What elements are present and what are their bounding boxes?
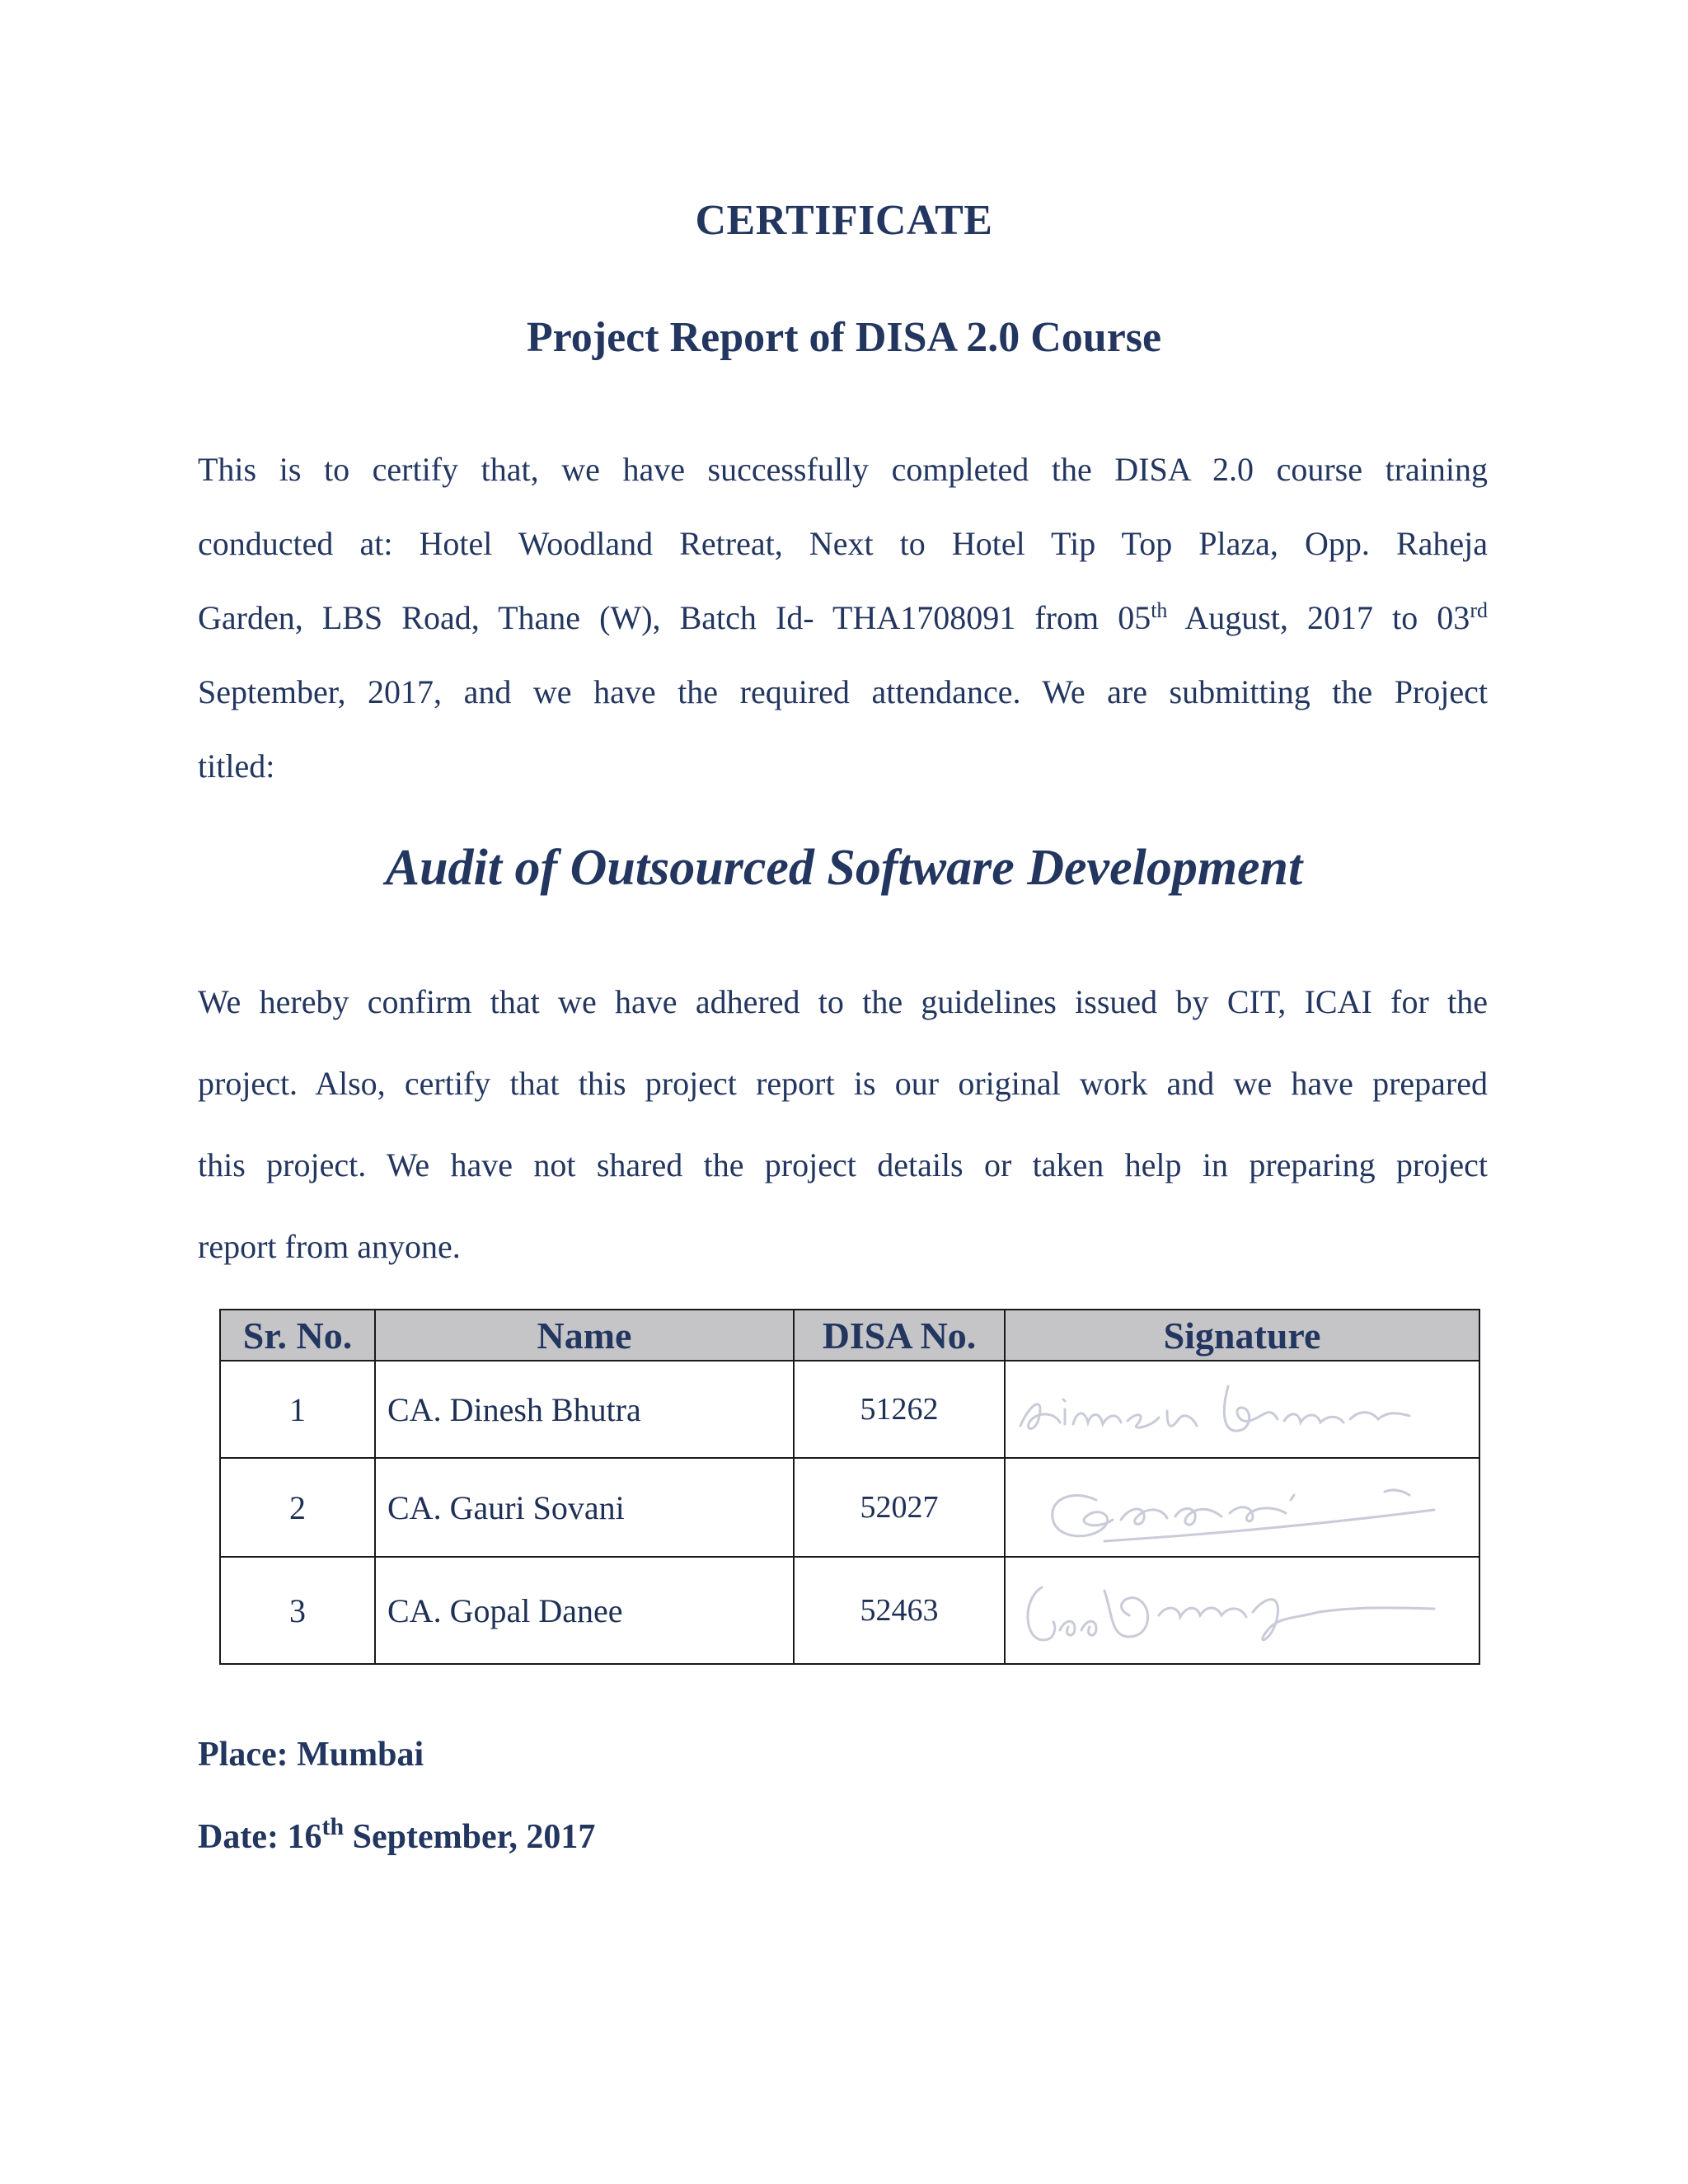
intro-line: conducted at: Hotel Woodland Retreat, Next to Hotel Tip Top Plaza, Opp. Raheja: [198, 525, 1488, 562]
name-cell: CA. Gauri Sovani: [375, 1458, 794, 1557]
intro-line: September, 2017, and we have the required attendance. We are submitting the Project: [198, 673, 1488, 710]
ordinal-suffix: rd: [1470, 598, 1488, 622]
place-line: Place: Mumbai: [198, 1736, 424, 1774]
confirmation-line: report from anyone.: [198, 1228, 461, 1265]
signature-cell: [1005, 1557, 1479, 1664]
intro-line: [198, 593, 1488, 668]
ordinal-suffix: th: [1151, 598, 1168, 622]
sr-no-cell: 2: [220, 1458, 375, 1557]
disa-no-cell: 52463: [794, 1557, 1005, 1664]
intro-line: titled:: [198, 748, 275, 785]
table-row: [220, 1458, 1479, 1557]
signature-cell: [1005, 1458, 1479, 1557]
confirmation-line: project. Also, certify that this project report is our original work and we have prepared: [198, 1065, 1488, 1102]
date-text: September, 2017: [344, 1818, 596, 1856]
name-cell: CA. Dinesh Bhutra: [375, 1361, 794, 1458]
intro-text: Garden, LBS Road, Thane (W), Batch Id- THA1708091 from 05: [198, 599, 1151, 636]
table-row: [220, 1361, 1479, 1458]
header-name: Name: [375, 1310, 794, 1361]
project-title: Audit of Outsourced Software Development: [385, 840, 1303, 896]
confirmation-line: this project. We have not shared the project details or taken help in preparing project: [198, 1146, 1488, 1183]
confirmation-line: We hereby confirm that we have adhered to the guidelines issued by CIT, ICAI for the: [198, 983, 1488, 1020]
intro-paragraph: [198, 445, 1488, 816]
sr-no-cell: 1: [220, 1361, 375, 1458]
signature-image: [1006, 1459, 1479, 1556]
intro-text: August, 2017 to 03: [1167, 599, 1470, 636]
header-signature: Signature: [1005, 1310, 1479, 1361]
sr-no-cell: 3: [220, 1557, 375, 1664]
certificate-title: CERTIFICATE: [695, 197, 993, 244]
header-sr-no: Sr. No.: [220, 1310, 375, 1361]
disa-no-cell: 52027: [794, 1458, 1005, 1557]
report-subtitle: Project Report of DISA 2.0 Course: [526, 314, 1162, 361]
confirmation-paragraph: [198, 977, 1488, 1304]
ordinal-suffix: th: [321, 1813, 345, 1840]
header-disa-no: DISA No.: [794, 1310, 1005, 1361]
signature-image: [1006, 1361, 1479, 1457]
intro-line: This is to certify that, we have successfully completed the DISA 2.0 course training: [198, 451, 1488, 488]
name-cell: CA. Gopal Danee: [375, 1557, 794, 1664]
date-text: Date: 16: [198, 1818, 322, 1856]
date-line: [198, 1813, 596, 1857]
table-header-row: [220, 1310, 1479, 1361]
signature-image: [1006, 1558, 1479, 1663]
table-row: [220, 1557, 1479, 1664]
disa-no-cell: 51262: [794, 1361, 1005, 1458]
members-table: [219, 1309, 1480, 1665]
signature-cell: [1005, 1361, 1479, 1458]
